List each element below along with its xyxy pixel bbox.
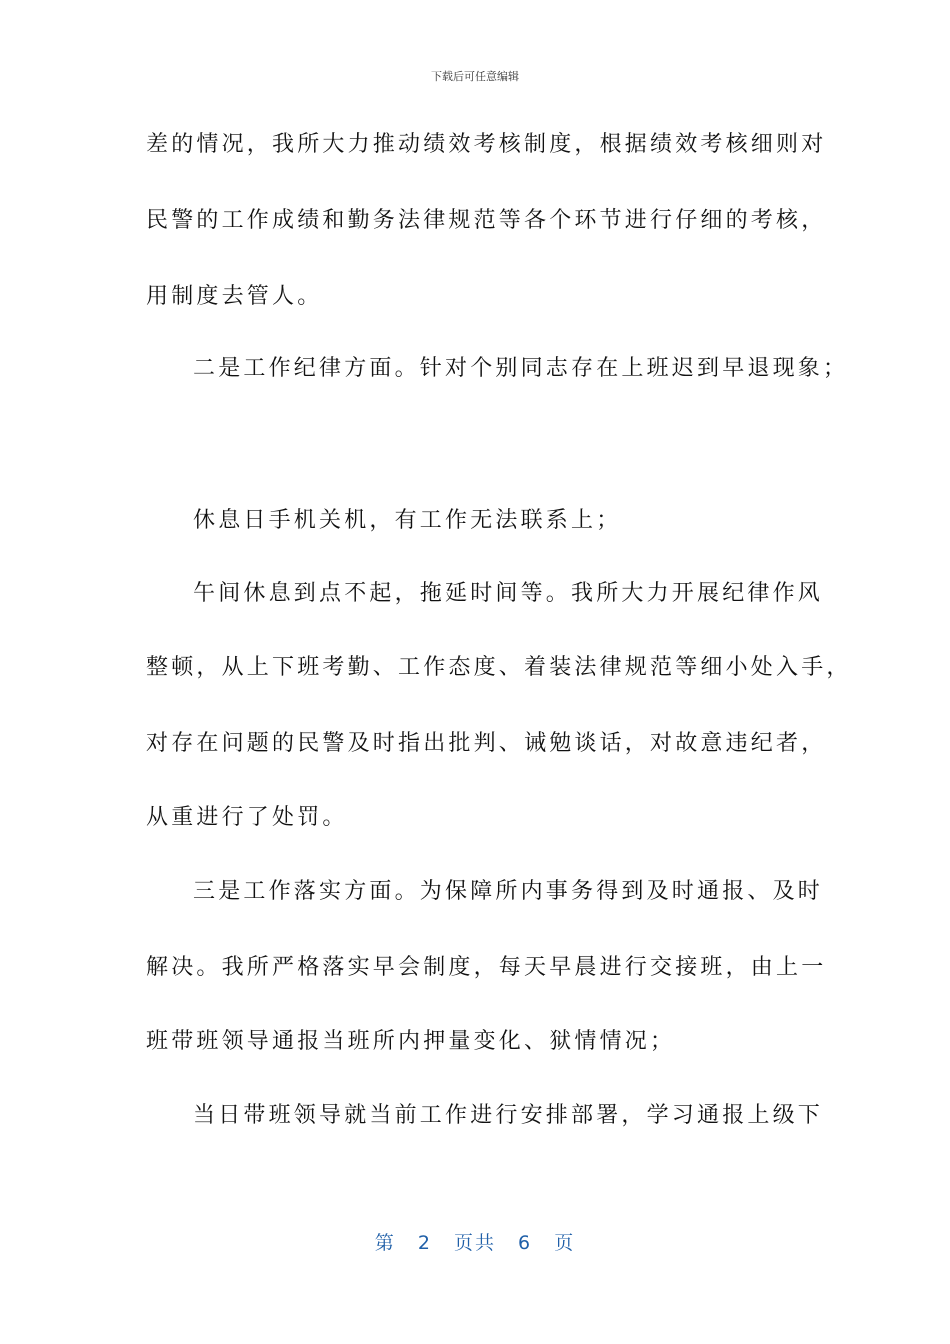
text-line: 用制度去管人。	[146, 284, 323, 309]
text-line: 对存在问题的民警及时指出批判、诫勉谈话，对故意违纪者，	[146, 731, 827, 756]
total-page-number: 6	[518, 1232, 533, 1254]
text-line: 当日带班领导就当前工作进行安排部署，学习通报上级下	[193, 1103, 824, 1128]
current-page-number: 2	[417, 1232, 432, 1254]
text-line: 休息日手机关机，有工作无法联系上；	[193, 508, 622, 533]
text-line: 从重进行了处罚。	[146, 805, 348, 830]
text-line: 整顿，从上下班考勤、工作态度、着装法律规范等细小处入手，	[146, 655, 852, 680]
text-line: 差的情况，我所大力推动绩效考核制度，根据绩效考核细则对	[146, 132, 827, 157]
text-line: 三是工作落实方面。为保障所内事务得到及时通报、及时	[193, 879, 824, 904]
text-line: 二是工作纪律方面。针对个别同志存在上班迟到早退现象；	[193, 356, 849, 381]
text-line: 民警的工作成绩和勤务法律规范等各个环节进行仔细的考核，	[146, 208, 827, 233]
page-header: 下载后可任意编辑	[431, 70, 519, 83]
text-line: 解决。我所严格落实早会制度，每天早晨进行交接班，由上一	[146, 955, 827, 980]
footer-suffix: 页	[554, 1232, 576, 1254]
text-line: 午间休息到点不起，拖延时间等。我所大力开展纪律作风	[193, 581, 824, 606]
footer-prefix: 第	[374, 1232, 396, 1254]
page-footer	[0, 1228, 950, 1255]
text-line: 班带班领导通报当班所内押量变化、狱情情况；	[146, 1029, 676, 1054]
footer-middle: 页共	[453, 1232, 496, 1254]
